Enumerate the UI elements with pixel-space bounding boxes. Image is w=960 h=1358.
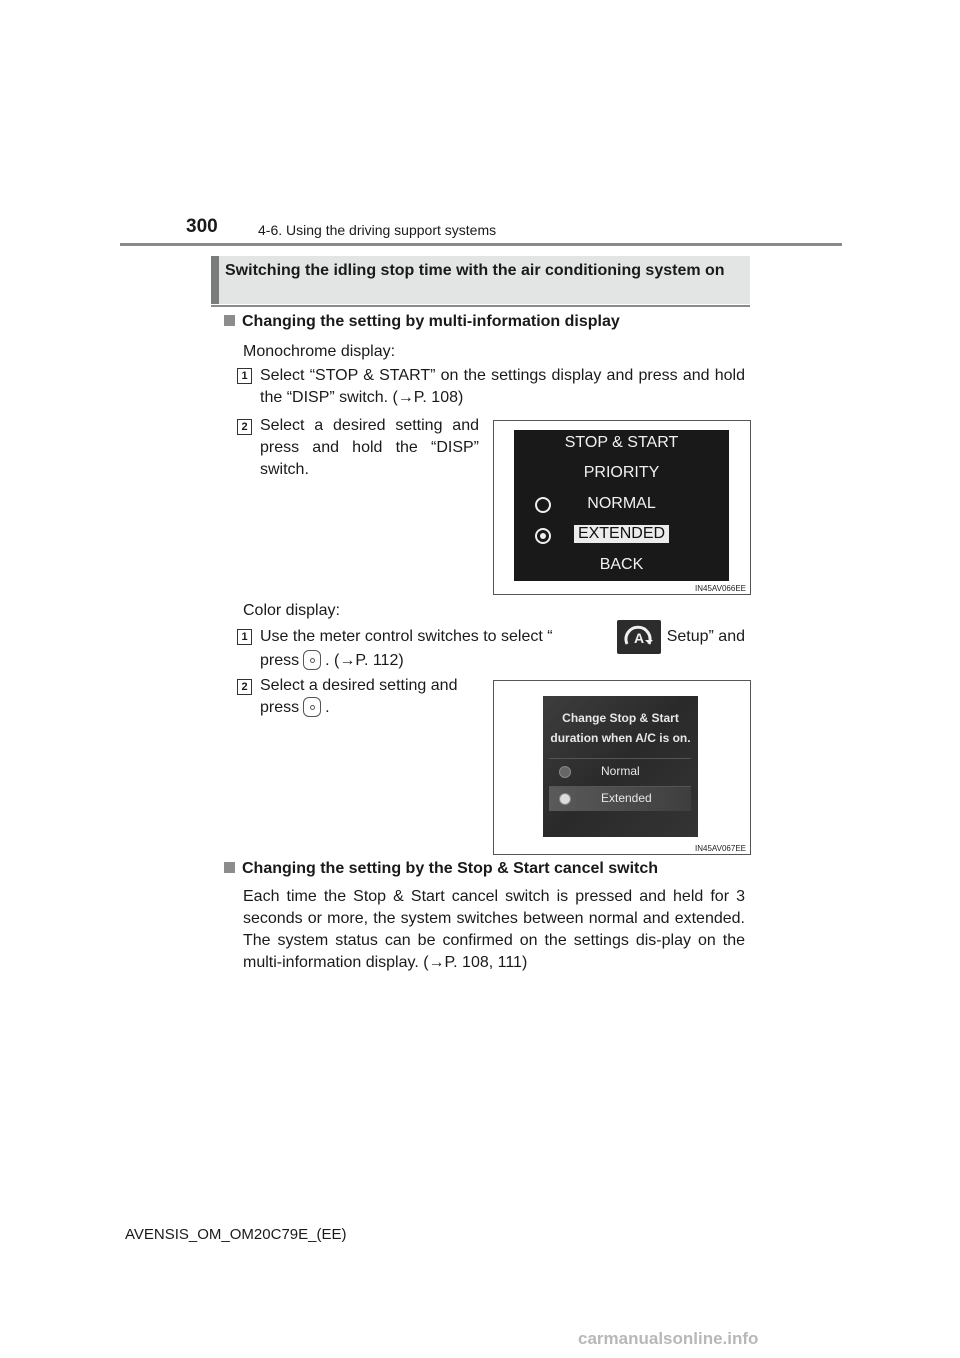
document-code: AVENSIS_OM_OM20C79E_(EE) <box>125 1226 347 1243</box>
page-number: 300 <box>186 216 218 237</box>
color-step-1-press: press <box>260 652 300 669</box>
mono-step-2-text: Select a desired setting and press and hold the “DISP” switch. <box>260 417 479 478</box>
square-bullet-icon <box>224 315 235 326</box>
color-display-screen <box>543 696 698 837</box>
banner-title: Switching the idling stop time with the air conditioning system on <box>225 262 725 279</box>
color-label: Color display: <box>243 602 340 619</box>
mono-screen-title: STOP & START <box>564 434 679 451</box>
subheading-multi-info-text: Changing the setting by multi-information display <box>242 313 620 330</box>
meter-switch-icon <box>303 650 321 670</box>
cancel-switch-body: Each time the Stop & Start cancel switch is pressed and held for 3 seconds or more, the system switches between normal and extended. The system status can be confirmed on the settings dis-play on the multi-information display. (→P. 108, 111) <box>243 888 745 971</box>
radio-extended-selected-icon <box>559 793 571 805</box>
color-option-normal: Normal <box>601 764 640 778</box>
color-step-2-line1: Select a desired setting and <box>260 677 458 694</box>
color-display-figure <box>493 680 751 855</box>
color-option-extended-row <box>549 787 691 811</box>
color-screen-title-line1: Change Stop & Start <box>562 711 679 725</box>
color-step-1-text-b: Setup” and <box>666 628 745 645</box>
mono-option-normal: NORMAL <box>587 495 656 512</box>
mono-figure-code: IN45AV066EE <box>695 584 746 593</box>
color-step-1-ref: . (→P. 112) <box>325 652 404 669</box>
color-step-2 <box>260 675 479 719</box>
mono-step-1-text: Select “STOP & START” on the settings display and press and hold the “DISP” switch. (→P. 108) <box>260 367 745 406</box>
subheading-cancel-switch-text: Changing the setting by the Stop & Start cancel switch <box>242 860 659 877</box>
banner-accent-bar <box>211 256 219 304</box>
mono-label: Monochrome display: <box>243 343 396 360</box>
mono-display-figure <box>493 420 751 595</box>
step-number-1-color: 1 <box>237 629 252 645</box>
header-divider <box>120 243 842 246</box>
svg-text:A: A <box>633 630 644 646</box>
color-option-normal-row <box>549 760 691 784</box>
mono-screen-subtitle: PRIORITY <box>583 464 660 481</box>
color-step-2-press: press <box>260 699 300 716</box>
mono-display-screen <box>514 430 729 581</box>
color-option-extended: Extended <box>601 791 652 805</box>
color-figure-code: IN45AV067EE <box>695 844 746 853</box>
mono-option-extended: EXTENDED <box>574 525 669 543</box>
meter-switch-icon <box>303 697 321 717</box>
mono-screen-back: BACK <box>599 556 644 573</box>
color-step-2-end: . <box>325 699 330 716</box>
color-screen-divider <box>549 758 691 759</box>
square-bullet-icon <box>224 862 235 873</box>
watermark: carmanualsonline.info <box>578 1329 759 1348</box>
setup-icon <box>617 620 661 654</box>
step-number-2-color: 2 <box>237 679 252 695</box>
radio-normal-icon <box>559 766 571 778</box>
subheading-cancel-switch <box>224 860 658 878</box>
color-step-1-text-a: Use the meter control switches to select “ <box>260 628 553 645</box>
topic-banner <box>211 256 750 304</box>
step-number-1-mono: 1 <box>237 368 252 384</box>
step-number-2-mono: 2 <box>237 419 252 435</box>
color-step-1 <box>260 626 745 672</box>
color-screen-title-line2: duration when A/C is on. <box>550 731 691 745</box>
banner-underline <box>211 305 750 307</box>
section-title: 4-6. Using the driving support systems <box>258 222 497 238</box>
subheading-multi-info <box>224 313 620 331</box>
